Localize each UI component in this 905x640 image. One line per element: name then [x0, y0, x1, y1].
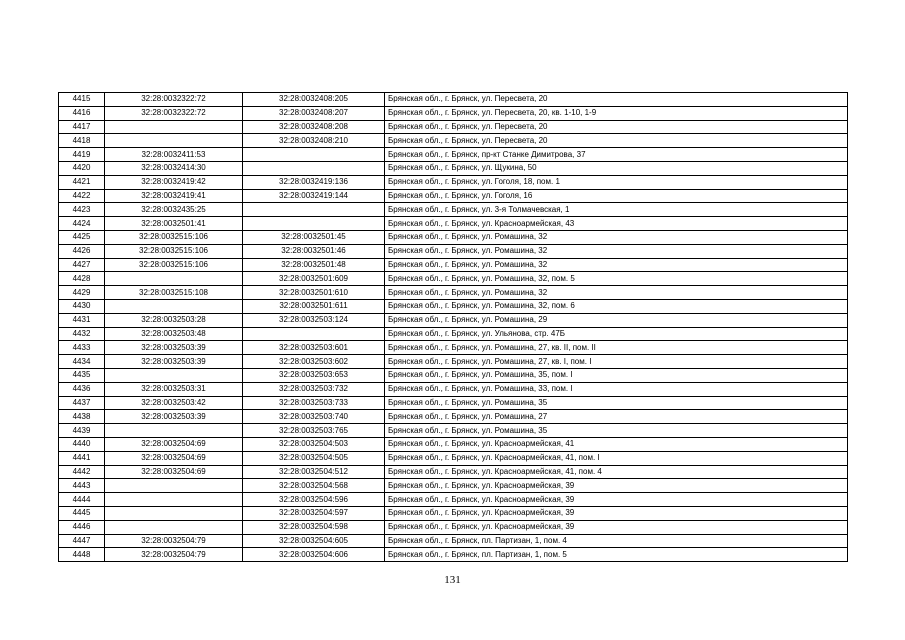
cadastral-number-cell [105, 134, 243, 148]
address-cell: Брянская обл., г. Брянск, ул. Щукина, 50 [385, 161, 848, 175]
address-cell: Брянская обл., г. Брянск, ул. Ромашина, 32, пом. 6 [385, 299, 848, 313]
object-cadastral-number-cell: 32:28:0032504:503 [243, 437, 385, 451]
object-cadastral-number-cell: 32:28:0032419:144 [243, 189, 385, 203]
row-number-cell: 4441 [59, 451, 105, 465]
table-row [59, 272, 848, 286]
object-cadastral-number-cell [243, 217, 385, 231]
address-cell: Брянская обл., г. Брянск, ул. Ромашина, 32 [385, 230, 848, 244]
object-cadastral-number-cell: 32:28:0032501:609 [243, 272, 385, 286]
address-cell: Брянская обл., г. Брянск, пр-кт Станке Димитрова, 37 [385, 148, 848, 162]
cadastral-number-cell: 32:28:0032504:69 [105, 465, 243, 479]
row-number-cell: 4446 [59, 520, 105, 534]
cadastral-number-cell: 32:28:0032414:30 [105, 161, 243, 175]
row-number-cell: 4417 [59, 120, 105, 134]
address-cell: Брянская обл., г. Брянск, ул. Красноармейская, 43 [385, 217, 848, 231]
row-number-cell: 4429 [59, 286, 105, 300]
cadastral-number-cell: 32:28:0032503:48 [105, 327, 243, 341]
object-cadastral-number-cell: 32:28:0032503:740 [243, 410, 385, 424]
cadastral-number-cell: 32:28:0032504:69 [105, 437, 243, 451]
object-cadastral-number-cell [243, 203, 385, 217]
table-row [59, 534, 848, 548]
address-cell: Брянская обл., г. Брянск, ул. Ульянова, стр. 47Б [385, 327, 848, 341]
cadastral-number-cell: 32:28:0032503:42 [105, 396, 243, 410]
row-number-cell: 4427 [59, 258, 105, 272]
row-number-cell: 4447 [59, 534, 105, 548]
row-number-cell: 4440 [59, 437, 105, 451]
object-cadastral-number-cell: 32:28:0032503:124 [243, 313, 385, 327]
address-cell: Брянская обл., г. Брянск, ул. Красноармейская, 41, пом. 4 [385, 465, 848, 479]
table-row [59, 493, 848, 507]
address-cell: Брянская обл., г. Брянск, ул. Ромашина, 32, пом. 5 [385, 272, 848, 286]
cadastral-number-cell: 32:28:0032322:72 [105, 106, 243, 120]
object-cadastral-number-cell: 32:28:0032504:512 [243, 465, 385, 479]
cadastral-number-cell: 32:28:0032503:39 [105, 410, 243, 424]
object-cadastral-number-cell: 32:28:0032503:733 [243, 396, 385, 410]
object-cadastral-number-cell: 32:28:0032501:610 [243, 286, 385, 300]
row-number-cell: 4430 [59, 299, 105, 313]
row-number-cell: 4435 [59, 368, 105, 382]
address-cell: Брянская обл., г. Брянск, ул. Пересвета, 20 [385, 134, 848, 148]
address-cell: Брянская обл., г. Брянск, пл. Партизан, 1, пом. 5 [385, 548, 848, 562]
address-cell: Брянская обл., г. Брянск, ул. Ромашина, 27, кв. II, пом. II [385, 341, 848, 355]
address-cell: Брянская обл., г. Брянск, ул. Красноармейская, 39 [385, 520, 848, 534]
row-number-cell: 4424 [59, 217, 105, 231]
address-cell: Брянская обл., г. Брянск, ул. 3-я Толмачевская, 1 [385, 203, 848, 217]
table-row [59, 396, 848, 410]
row-number-cell: 4422 [59, 189, 105, 203]
address-cell: Брянская обл., г. Брянск, ул. Ромашина, 35 [385, 424, 848, 438]
cadastral-number-cell [105, 479, 243, 493]
row-number-cell: 4428 [59, 272, 105, 286]
row-number-cell: 4426 [59, 244, 105, 258]
address-cell: Брянская обл., г. Брянск, ул. Ромашина, 29 [385, 313, 848, 327]
address-cell: Брянская обл., г. Брянск, ул. Пересвета, 20 [385, 120, 848, 134]
row-number-cell: 4437 [59, 396, 105, 410]
object-cadastral-number-cell [243, 161, 385, 175]
row-number-cell: 4431 [59, 313, 105, 327]
address-cell: Брянская обл., г. Брянск, ул. Гоголя, 18, пом. 1 [385, 175, 848, 189]
object-cadastral-number-cell: 32:28:0032501:48 [243, 258, 385, 272]
cadastral-number-cell [105, 424, 243, 438]
address-cell: Брянская обл., г. Брянск, ул. Красноармейская, 39 [385, 493, 848, 507]
row-number-cell: 4442 [59, 465, 105, 479]
table-row [59, 451, 848, 465]
table-row [59, 299, 848, 313]
cadastral-number-cell: 32:28:0032419:41 [105, 189, 243, 203]
address-cell: Брянская обл., г. Брянск, ул. Ромашина, 32 [385, 286, 848, 300]
table-row [59, 341, 848, 355]
row-number-cell: 4438 [59, 410, 105, 424]
object-cadastral-number-cell: 32:28:0032504:598 [243, 520, 385, 534]
row-number-cell: 4443 [59, 479, 105, 493]
table-row [59, 437, 848, 451]
table-row [59, 217, 848, 231]
object-cadastral-number-cell: 32:28:0032501:45 [243, 230, 385, 244]
cadastral-number-cell: 32:28:0032411:53 [105, 148, 243, 162]
row-number-cell: 4445 [59, 506, 105, 520]
object-cadastral-number-cell: 32:28:0032503:602 [243, 355, 385, 369]
object-cadastral-number-cell: 32:28:0032504:505 [243, 451, 385, 465]
cadastral-number-cell: 32:28:0032503:39 [105, 355, 243, 369]
cadastral-number-cell: 32:28:0032504:79 [105, 534, 243, 548]
cadastral-number-cell: 32:28:0032504:69 [105, 451, 243, 465]
table-row [59, 189, 848, 203]
object-cadastral-number-cell: 32:28:0032504:568 [243, 479, 385, 493]
address-cell: Брянская обл., г. Брянск, ул. Ромашина, 35 [385, 396, 848, 410]
address-cell: Брянская обл., г. Брянск, ул. Ромашина, 27 [385, 410, 848, 424]
object-cadastral-number-cell: 32:28:0032504:605 [243, 534, 385, 548]
cadastral-number-cell: 32:28:0032515:106 [105, 230, 243, 244]
object-cadastral-number-cell: 32:28:0032501:46 [243, 244, 385, 258]
row-number-cell: 4420 [59, 161, 105, 175]
row-number-cell: 4421 [59, 175, 105, 189]
object-cadastral-number-cell: 32:28:0032503:653 [243, 368, 385, 382]
object-cadastral-number-cell: 32:28:0032503:765 [243, 424, 385, 438]
cadastral-number-cell: 32:28:0032322:72 [105, 93, 243, 107]
object-cadastral-number-cell: 32:28:0032408:210 [243, 134, 385, 148]
row-number-cell: 4416 [59, 106, 105, 120]
address-cell: Брянская обл., г. Брянск, ул. Красноармейская, 39 [385, 506, 848, 520]
cadastral-number-cell: 32:28:0032419:42 [105, 175, 243, 189]
cadastral-number-cell: 32:28:0032515:108 [105, 286, 243, 300]
row-number-cell: 4434 [59, 355, 105, 369]
cadastral-number-cell [105, 272, 243, 286]
cadastral-number-cell [105, 506, 243, 520]
address-cell: Брянская обл., г. Брянск, пл. Партизан, 1, пом. 4 [385, 534, 848, 548]
cadastral-number-cell: 32:28:0032515:106 [105, 244, 243, 258]
table-row [59, 313, 848, 327]
cadastral-number-cell: 32:28:0032435:25 [105, 203, 243, 217]
table-row [59, 410, 848, 424]
object-cadastral-number-cell: 32:28:0032419:136 [243, 175, 385, 189]
table-row [59, 258, 848, 272]
table-row [59, 506, 848, 520]
address-cell: Брянская обл., г. Брянск, ул. Гоголя, 16 [385, 189, 848, 203]
table-row [59, 120, 848, 134]
address-cell: Брянская обл., г. Брянск, ул. Красноармейская, 39 [385, 479, 848, 493]
cadastral-number-cell: 32:28:0032503:31 [105, 382, 243, 396]
object-cadastral-number-cell [243, 327, 385, 341]
object-cadastral-number-cell: 32:28:0032503:732 [243, 382, 385, 396]
table-row [59, 424, 848, 438]
table-row [59, 203, 848, 217]
cadastral-number-cell [105, 520, 243, 534]
address-cell: Брянская обл., г. Брянск, ул. Пересвета, 20 [385, 93, 848, 107]
register-table [58, 92, 848, 562]
row-number-cell: 4423 [59, 203, 105, 217]
table-row [59, 161, 848, 175]
row-number-cell: 4419 [59, 148, 105, 162]
object-cadastral-number-cell [243, 148, 385, 162]
table-row [59, 368, 848, 382]
page-number: 131 [444, 574, 461, 586]
row-number-cell: 4433 [59, 341, 105, 355]
object-cadastral-number-cell: 32:28:0032408:205 [243, 93, 385, 107]
cadastral-number-cell [105, 368, 243, 382]
object-cadastral-number-cell: 32:28:0032408:208 [243, 120, 385, 134]
table-row [59, 286, 848, 300]
object-cadastral-number-cell: 32:28:0032504:606 [243, 548, 385, 562]
address-cell: Брянская обл., г. Брянск, ул. Ромашина, 32 [385, 258, 848, 272]
cadastral-number-cell: 32:28:0032504:79 [105, 548, 243, 562]
row-number-cell: 4448 [59, 548, 105, 562]
table-row [59, 175, 848, 189]
cadastral-number-cell: 32:28:0032501:41 [105, 217, 243, 231]
table-row [59, 327, 848, 341]
address-cell: Брянская обл., г. Брянск, ул. Ромашина, 27, кв. I, пом. I [385, 355, 848, 369]
row-number-cell: 4444 [59, 493, 105, 507]
table-row [59, 382, 848, 396]
row-number-cell: 4418 [59, 134, 105, 148]
table-row [59, 244, 848, 258]
object-cadastral-number-cell: 32:28:0032504:596 [243, 493, 385, 507]
address-cell: Брянская обл., г. Брянск, ул. Ромашина, 33, пом. I [385, 382, 848, 396]
object-cadastral-number-cell: 32:28:0032501:611 [243, 299, 385, 313]
address-cell: Брянская обл., г. Брянск, ул. Ромашина, 35, пом. I [385, 368, 848, 382]
row-number-cell: 4432 [59, 327, 105, 341]
address-cell: Брянская обл., г. Брянск, ул. Пересвета, 20, кв. 1-10, 1-9 [385, 106, 848, 120]
register-table-body [59, 93, 848, 562]
cadastral-number-cell [105, 493, 243, 507]
row-number-cell: 4439 [59, 424, 105, 438]
object-cadastral-number-cell: 32:28:0032408:207 [243, 106, 385, 120]
cadastral-number-cell [105, 120, 243, 134]
table-row [59, 465, 848, 479]
table-row [59, 134, 848, 148]
row-number-cell: 4415 [59, 93, 105, 107]
address-cell: Брянская обл., г. Брянск, ул. Ромашина, 32 [385, 244, 848, 258]
table-row [59, 106, 848, 120]
object-cadastral-number-cell: 32:28:0032503:601 [243, 341, 385, 355]
table-row [59, 548, 848, 562]
table-row [59, 93, 848, 107]
table-row [59, 520, 848, 534]
table-row [59, 355, 848, 369]
table-row [59, 479, 848, 493]
object-cadastral-number-cell: 32:28:0032504:597 [243, 506, 385, 520]
cadastral-number-cell [105, 299, 243, 313]
row-number-cell: 4436 [59, 382, 105, 396]
cadastral-number-cell: 32:28:0032503:39 [105, 341, 243, 355]
cadastral-number-cell: 32:28:0032503:28 [105, 313, 243, 327]
row-number-cell: 4425 [59, 230, 105, 244]
table-row [59, 148, 848, 162]
cadastral-number-cell: 32:28:0032515:106 [105, 258, 243, 272]
address-cell: Брянская обл., г. Брянск, ул. Красноармейская, 41, пом. I [385, 451, 848, 465]
address-cell: Брянская обл., г. Брянск, ул. Красноармейская, 41 [385, 437, 848, 451]
table-row [59, 230, 848, 244]
